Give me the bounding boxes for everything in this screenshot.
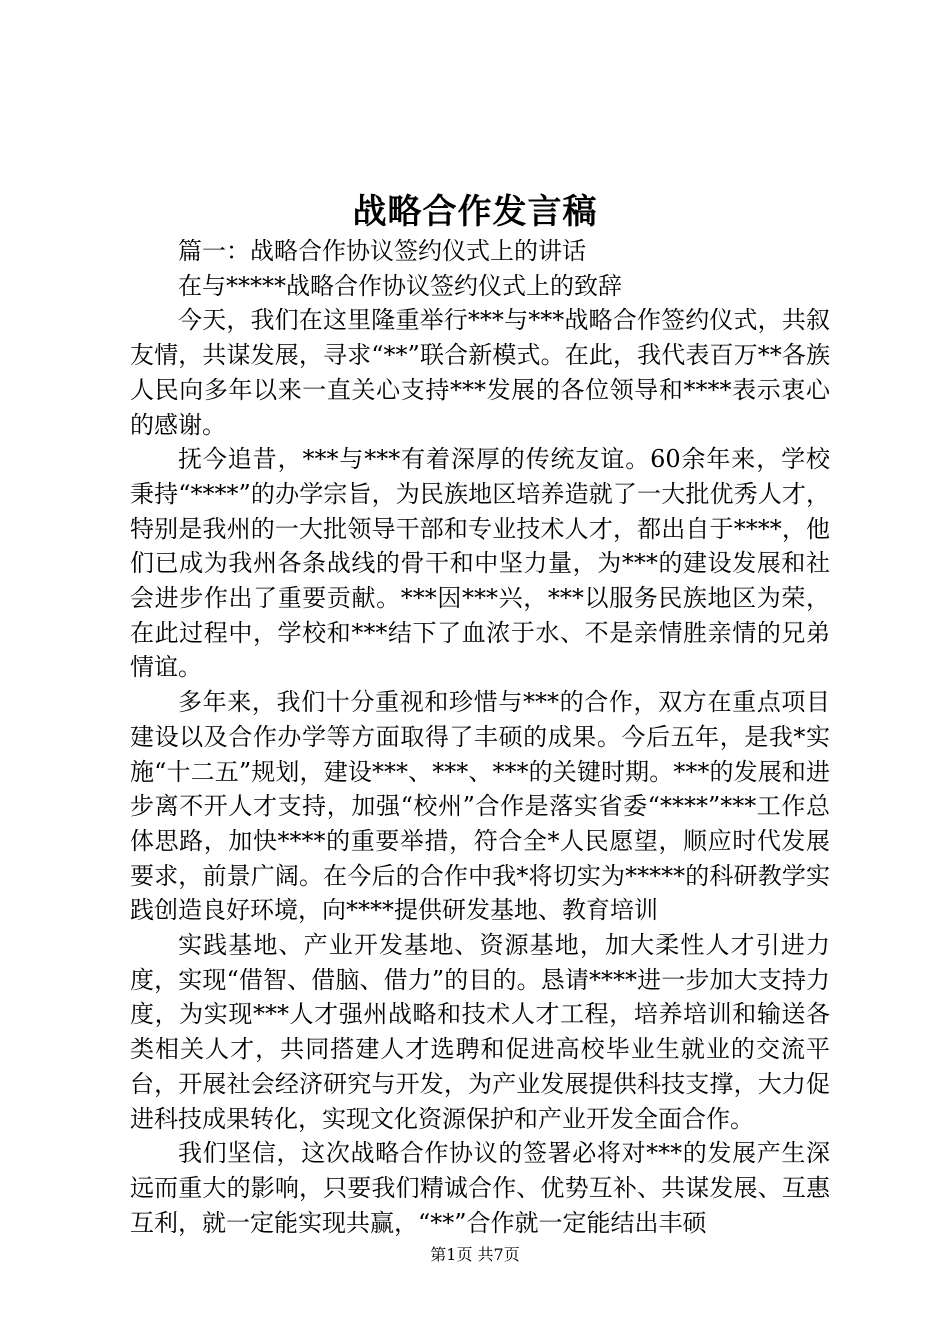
paragraph-2: 在与*****战略合作协议签约仪式上的致辞 xyxy=(178,271,622,300)
paragraph-7: 我们坚信，这次战略合作协议的签署必将对***的发展产生深远而重大的影响，只要我们精诚合作、优势互补、共谋发展、互惠互利，就一定能实现共赢，“**”合作就一定能结出丰硕 xyxy=(130,1139,830,1237)
document-title: 战略合作发言稿 xyxy=(352,192,598,232)
paragraph-6: 实践基地、产业开发基地、资源基地，加大柔性人才引进力度，实现“借智、借脑、借力”的目的。恳请****进一步加大支持力度，为实现***人才强州战略和技术人才工程，培养培训和输送各类相关人才，共同搭建人才选聘和促进高校毕业生就业的交流平台，开展社会经济研究与开发，为产业发展提供科技支撑，大力促进科技成果转化，实现文化资源保护和产业开发全面合作。 xyxy=(130,931,830,1133)
paragraph-4: 抚今追昔，***与***有着深厚的传统友谊。60余年来，学校秉持“****”的办学宗旨，为民族地区培养造就了一大批优秀人才，特别是我州的一大批领导干部和专业技术人才，都出自于****，他们已成为我州各条战线的骨干和中坚力量，为***的建设发展和社会进步作出了重要贡献。***因***兴，***以服务民族地区为荣，在此过程中，学校和***结下了血浓于水、不是亲情胜亲情的兄弟情谊。 xyxy=(130,445,830,682)
page-footer: 第1页 共7页 xyxy=(430,1245,520,1264)
paragraph-3: 今天，我们在这里隆重举行***与***战略合作签约仪式，共叙友情，共谋发展，寻求“**”联合新模式。在此，我代表百万**各族人民向多年以来一直关心支持***发展的各位领导和****表示衷心的感谢。 xyxy=(130,306,830,439)
paragraph-1: 篇一：战略合作协议签约仪式上的讲话 xyxy=(178,237,586,265)
document-body xyxy=(130,234,830,1240)
paragraph-5: 多年来，我们十分重视和珍惜与***的合作，双方在重点项目建设以及合作办学等方面取得了丰硕的成果。今后五年，是我*实施“十二五”规划，建设***、***、***的关键时期。***的发展和进步离不开人才支持，加强“校州”合作是落实省委“****”***工作总体思路，加快****的重要举措，符合全*人民愿望，顺应时代发展要求，前景广阔。在今后的合作中我*将切实为*****的科研教学实践创造良好环境，向****提供研发基地、教育培训 xyxy=(130,688,830,925)
